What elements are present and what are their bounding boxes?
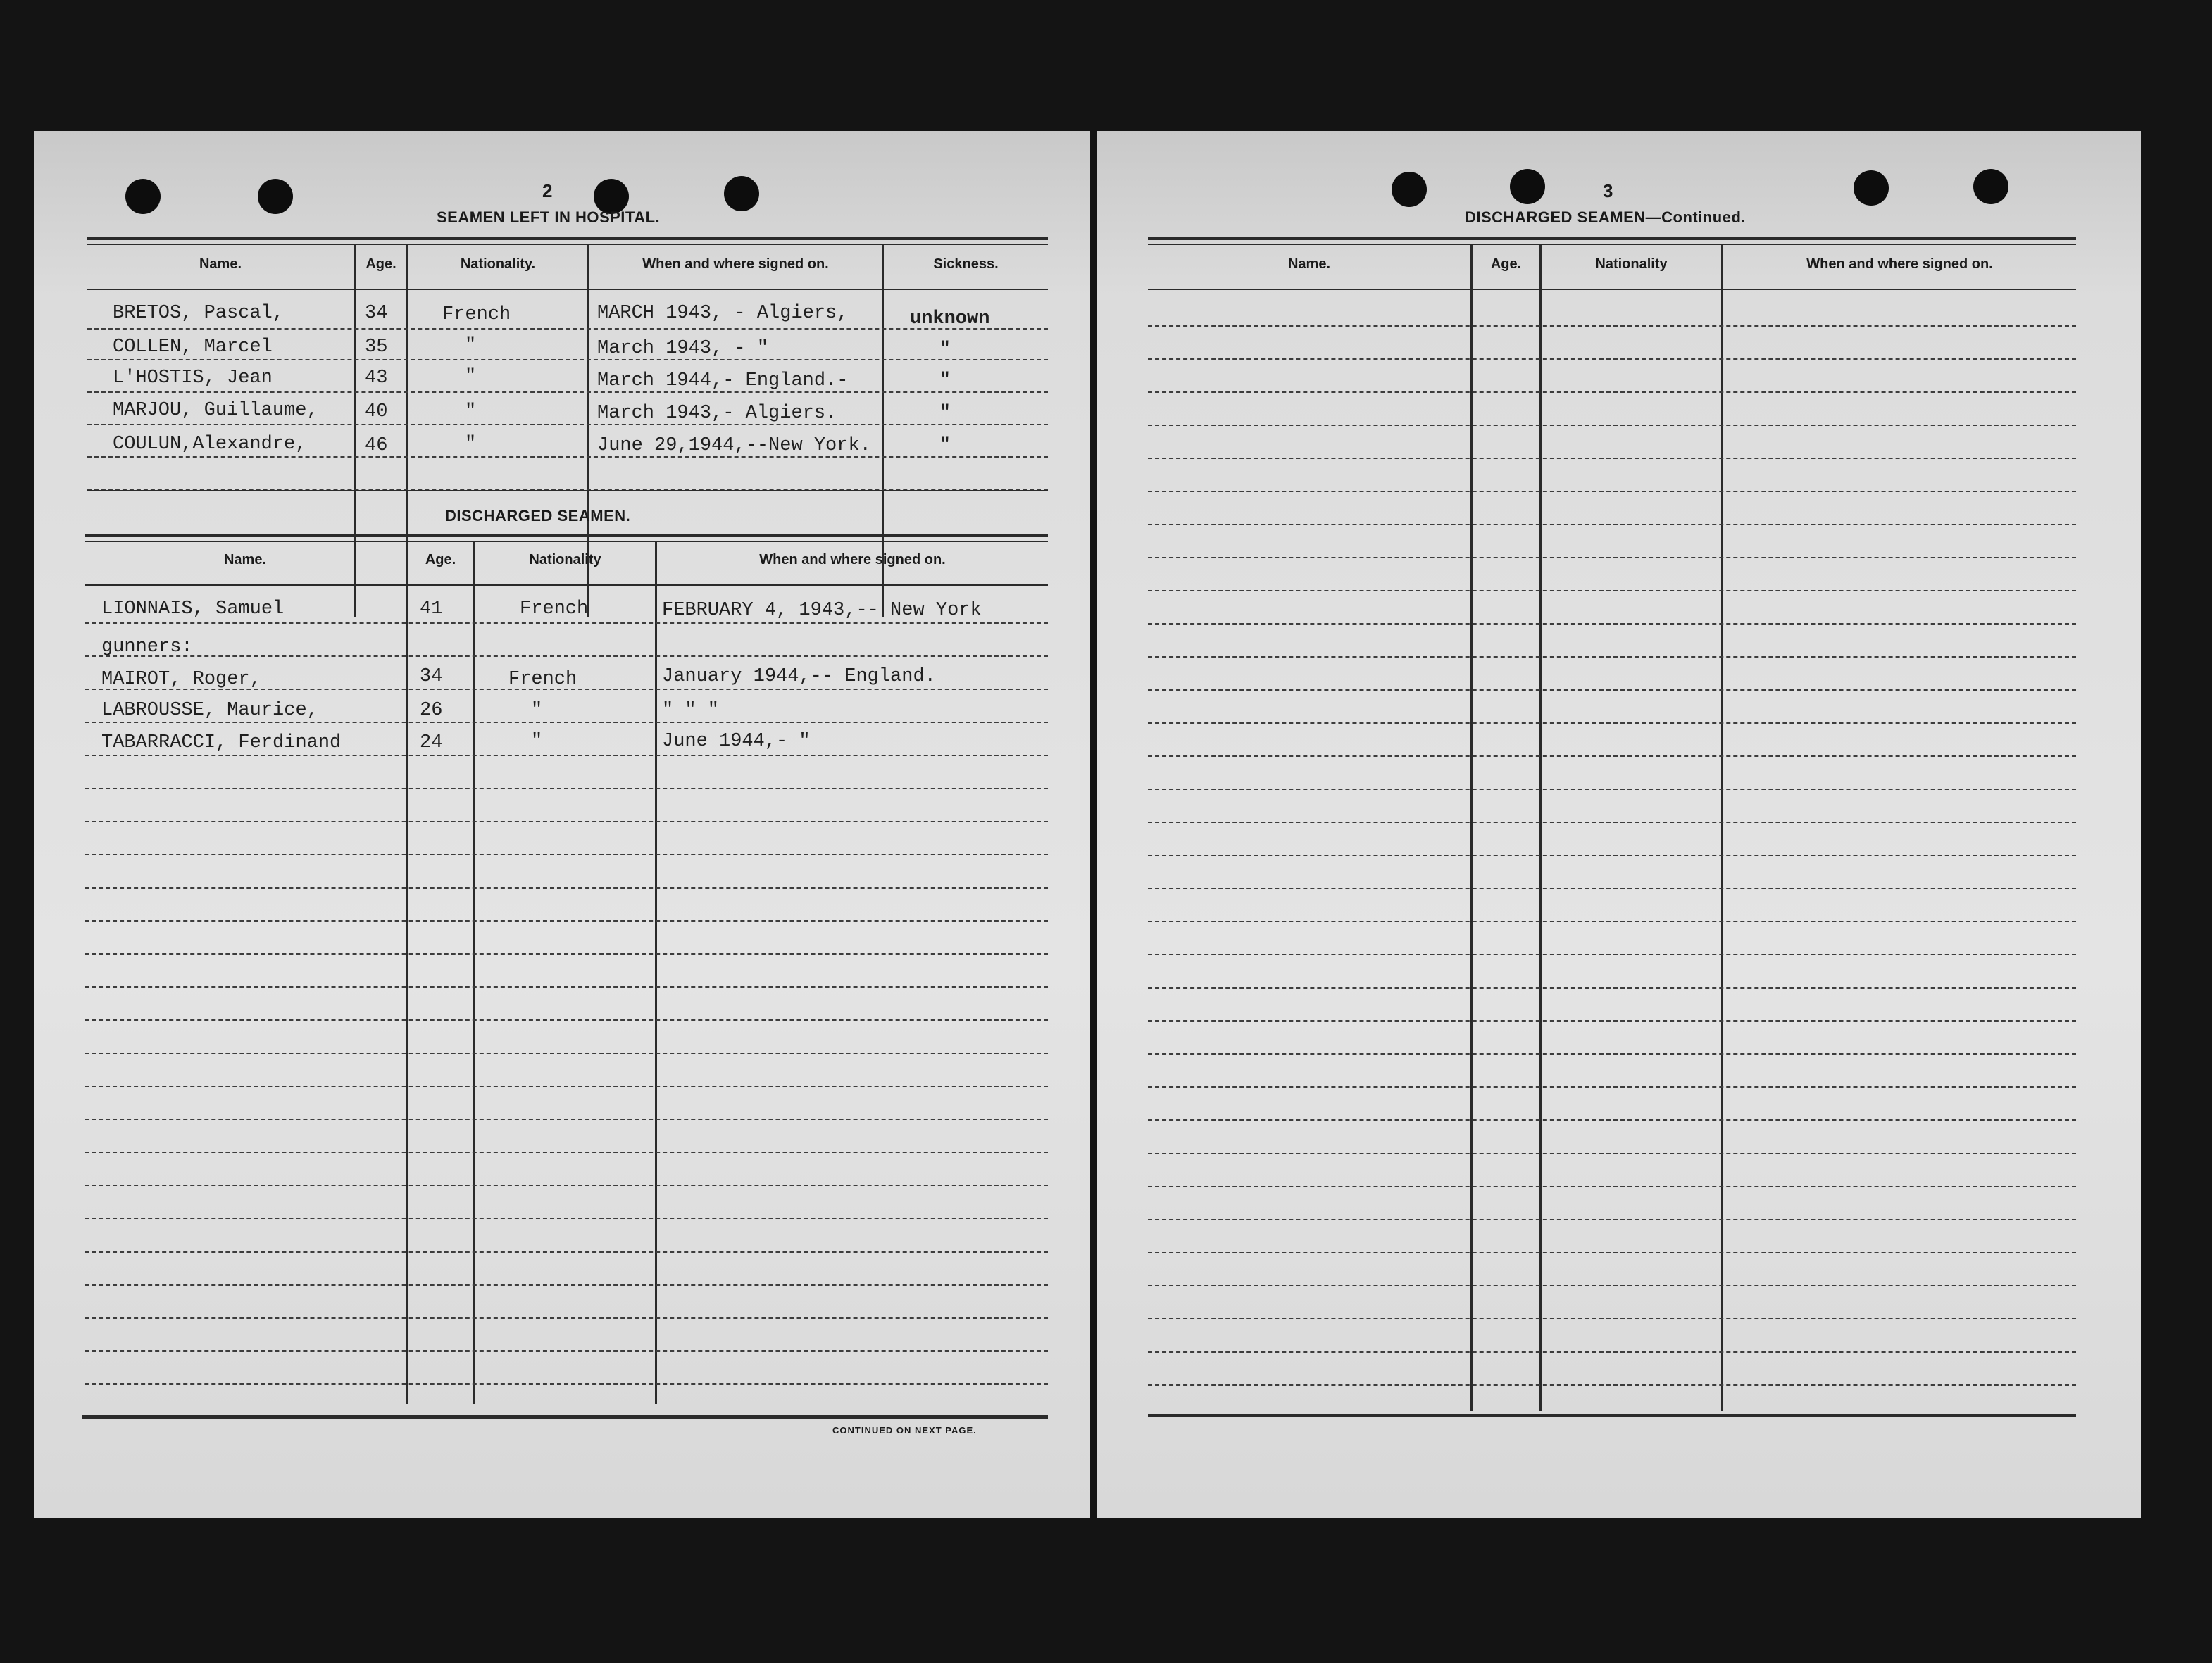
row-line xyxy=(1148,1384,2076,1386)
page-number: 2 xyxy=(542,180,553,201)
hospital-row-sickness: " xyxy=(939,339,951,360)
header-bottom-rule xyxy=(1148,289,2076,290)
header-sickness: Sickness. xyxy=(933,256,999,272)
row-line xyxy=(1148,1153,2076,1154)
hospital-row-name: BRETOS, Pascal, xyxy=(113,303,285,324)
hospital-row-nationality: " xyxy=(465,434,477,455)
punch-hole xyxy=(1973,169,2008,204)
row-line xyxy=(1148,1020,2076,1022)
discharged-row-name: TABARRACCI, Ferdinand xyxy=(101,732,342,753)
row-line xyxy=(1148,1086,2076,1088)
discharged-row-nationality: " xyxy=(531,700,543,721)
row-line xyxy=(85,788,1048,789)
row-line xyxy=(1148,557,2076,558)
page-title: DISCHARGED SEAMEN—Continued. xyxy=(1465,208,1746,226)
punch-hole xyxy=(1392,172,1427,207)
hospital-row-age: 34 xyxy=(365,303,388,324)
row-line xyxy=(85,821,1048,822)
discharged-row-name: LABROUSSE, Maurice, xyxy=(101,700,318,721)
table-top-rule xyxy=(85,541,1048,542)
row-line xyxy=(85,854,1048,855)
row-line xyxy=(1148,623,2076,625)
right-page xyxy=(1097,131,2141,1518)
row-line xyxy=(85,1350,1048,1352)
header-name: Name. xyxy=(199,256,242,272)
header-age: Age. xyxy=(365,256,396,272)
discharged-row-signed-on: January 1944,-- England. xyxy=(662,666,936,687)
row-line xyxy=(85,722,1048,723)
hospital-row-name: MARJOU, Guillaume, xyxy=(113,400,318,421)
header-age: Age. xyxy=(425,552,456,567)
row-line xyxy=(1148,987,2076,989)
hospital-row-name: L'HOSTIS, Jean xyxy=(113,368,273,389)
discharged-row-name: gunners: xyxy=(101,636,193,658)
continued-note: CONTINUED ON NEXT PAGE. xyxy=(832,1425,977,1436)
row-line xyxy=(85,689,1048,690)
column-divider xyxy=(473,542,475,1404)
row-line xyxy=(1148,789,2076,790)
discharged-section-title: DISCHARGED SEAMEN. xyxy=(445,507,631,525)
table-bottom-rule xyxy=(1148,1414,2076,1417)
header-nationality: Nationality xyxy=(1595,256,1668,272)
table-top-rule xyxy=(87,237,1048,240)
row-line xyxy=(85,1218,1048,1219)
row-line xyxy=(1148,1219,2076,1220)
discharged-row-signed-on: " " " xyxy=(662,700,720,721)
hospital-row-sickness: " xyxy=(939,403,951,424)
row-line xyxy=(1148,491,2076,492)
header-age: Age. xyxy=(1490,256,1522,272)
header-name: Name. xyxy=(223,552,267,567)
hospital-row-sickness: " xyxy=(939,370,951,391)
row-line xyxy=(1148,1351,2076,1353)
hospital-section-title: SEAMEN LEFT IN HOSPITAL. xyxy=(437,208,661,226)
hospital-row-signed-on: March 1943, - " xyxy=(597,338,769,359)
column-divider xyxy=(1470,245,1473,1411)
hospital-row-signed-on: MARCH 1943, - Algiers, xyxy=(597,303,849,324)
row-line xyxy=(1148,590,2076,591)
row-line xyxy=(1148,722,2076,724)
discharged-row-signed-on: June 1944,- " xyxy=(662,731,811,752)
discharged-row-age: 41 xyxy=(420,598,443,620)
row-line xyxy=(1148,689,2076,691)
discharged-row-name: MAIROT, Roger, xyxy=(101,669,261,690)
row-line xyxy=(1148,921,2076,922)
hospital-row-nationality: French xyxy=(442,304,511,325)
page-number: 3 xyxy=(1603,180,1613,201)
row-line xyxy=(85,1152,1048,1153)
row-line xyxy=(1148,888,2076,889)
table-top-rule xyxy=(85,534,1048,537)
row-line xyxy=(87,359,1048,360)
hospital-row-age: 43 xyxy=(365,368,388,389)
header-bottom-rule xyxy=(85,584,1048,586)
row-line xyxy=(1148,954,2076,955)
row-line xyxy=(85,920,1048,922)
column-divider xyxy=(1539,245,1542,1411)
discharged-row-age: 26 xyxy=(420,700,443,721)
row-line xyxy=(85,1019,1048,1021)
row-line xyxy=(1148,358,2076,360)
table-top-rule xyxy=(87,244,1048,245)
row-line xyxy=(85,1284,1048,1286)
column-divider xyxy=(406,542,408,1404)
hospital-row-sickness: " xyxy=(939,435,951,456)
hospital-row-name: COLLEN, Marcel xyxy=(113,337,273,358)
row-line xyxy=(1148,425,2076,426)
discharged-row-name: LIONNAIS, Samuel xyxy=(101,598,285,620)
row-line xyxy=(85,986,1048,988)
row-line xyxy=(1148,325,2076,327)
hospital-row-signed-on: March 1944,- England.- xyxy=(597,370,849,391)
hospital-row-age: 46 xyxy=(365,435,388,456)
row-line xyxy=(85,1119,1048,1120)
row-line xyxy=(1148,755,2076,757)
row-line xyxy=(1148,1252,2076,1253)
row-line xyxy=(87,424,1048,425)
hospital-row-nationality: " xyxy=(465,401,477,422)
hospital-row-signed-on: March 1943,- Algiers. xyxy=(597,403,837,424)
punch-hole xyxy=(724,176,759,211)
row-line xyxy=(85,1053,1048,1054)
discharged-row-nationality: French xyxy=(520,598,589,620)
header-nationality: Nationality. xyxy=(460,256,536,272)
row-line xyxy=(85,1383,1048,1385)
row-line xyxy=(1148,1119,2076,1121)
row-line xyxy=(87,456,1048,458)
row-line xyxy=(1148,1186,2076,1187)
row-line xyxy=(85,887,1048,889)
column-divider xyxy=(655,542,657,1404)
punch-hole xyxy=(125,179,161,214)
row-line xyxy=(85,1185,1048,1186)
table-top-rule xyxy=(1148,237,2076,240)
header-signed-on: When and where signed on. xyxy=(1806,256,1993,272)
row-line xyxy=(85,1317,1048,1319)
hospital-bottom-rule xyxy=(87,490,1048,491)
discharged-row-age: 24 xyxy=(420,732,443,753)
header-signed-on: When and where signed on. xyxy=(642,256,829,272)
row-line xyxy=(85,622,1048,624)
row-line xyxy=(87,328,1048,330)
hospital-row-sickness: unknown xyxy=(910,308,990,330)
row-line xyxy=(1148,1318,2076,1319)
row-line xyxy=(85,1086,1048,1087)
row-line xyxy=(1148,458,2076,459)
header-nationality: Nationality xyxy=(529,552,601,567)
row-line xyxy=(1148,656,2076,658)
hospital-row-age: 35 xyxy=(365,337,388,358)
discharged-row-signed-on: FEBRUARY 4, 1943,-- New York xyxy=(662,600,982,621)
hospital-row-age: 40 xyxy=(365,401,388,422)
row-line xyxy=(1148,391,2076,393)
punch-hole xyxy=(1854,170,1889,206)
row-line xyxy=(1148,822,2076,823)
punch-hole xyxy=(1510,169,1545,204)
row-line xyxy=(1148,524,2076,525)
header-signed-on: When and where signed on. xyxy=(759,552,946,567)
column-divider xyxy=(1721,245,1723,1411)
punch-hole xyxy=(258,179,293,214)
row-line xyxy=(85,755,1048,756)
hospital-row-nationality: " xyxy=(465,335,477,356)
left-page xyxy=(34,131,1090,1518)
discharged-row-nationality: " xyxy=(531,731,543,752)
row-line xyxy=(85,655,1048,657)
row-line xyxy=(87,391,1048,393)
hospital-row-name: COULUN,Alexandre, xyxy=(113,434,307,455)
hospital-row-nationality: " xyxy=(465,366,477,387)
row-line xyxy=(85,953,1048,955)
discharged-row-age: 34 xyxy=(420,666,443,687)
table-top-rule xyxy=(1148,244,2076,245)
hospital-row-signed-on: June 29,1944,--New York. xyxy=(597,435,871,456)
row-line xyxy=(1148,1285,2076,1286)
row-line xyxy=(1148,1053,2076,1055)
discharged-row-nationality: French xyxy=(508,669,577,690)
row-line xyxy=(1148,855,2076,856)
header-bottom-rule xyxy=(87,289,1048,290)
header-name: Name. xyxy=(1287,256,1331,272)
row-line xyxy=(85,1251,1048,1253)
table-bottom-rule xyxy=(82,1415,1048,1419)
